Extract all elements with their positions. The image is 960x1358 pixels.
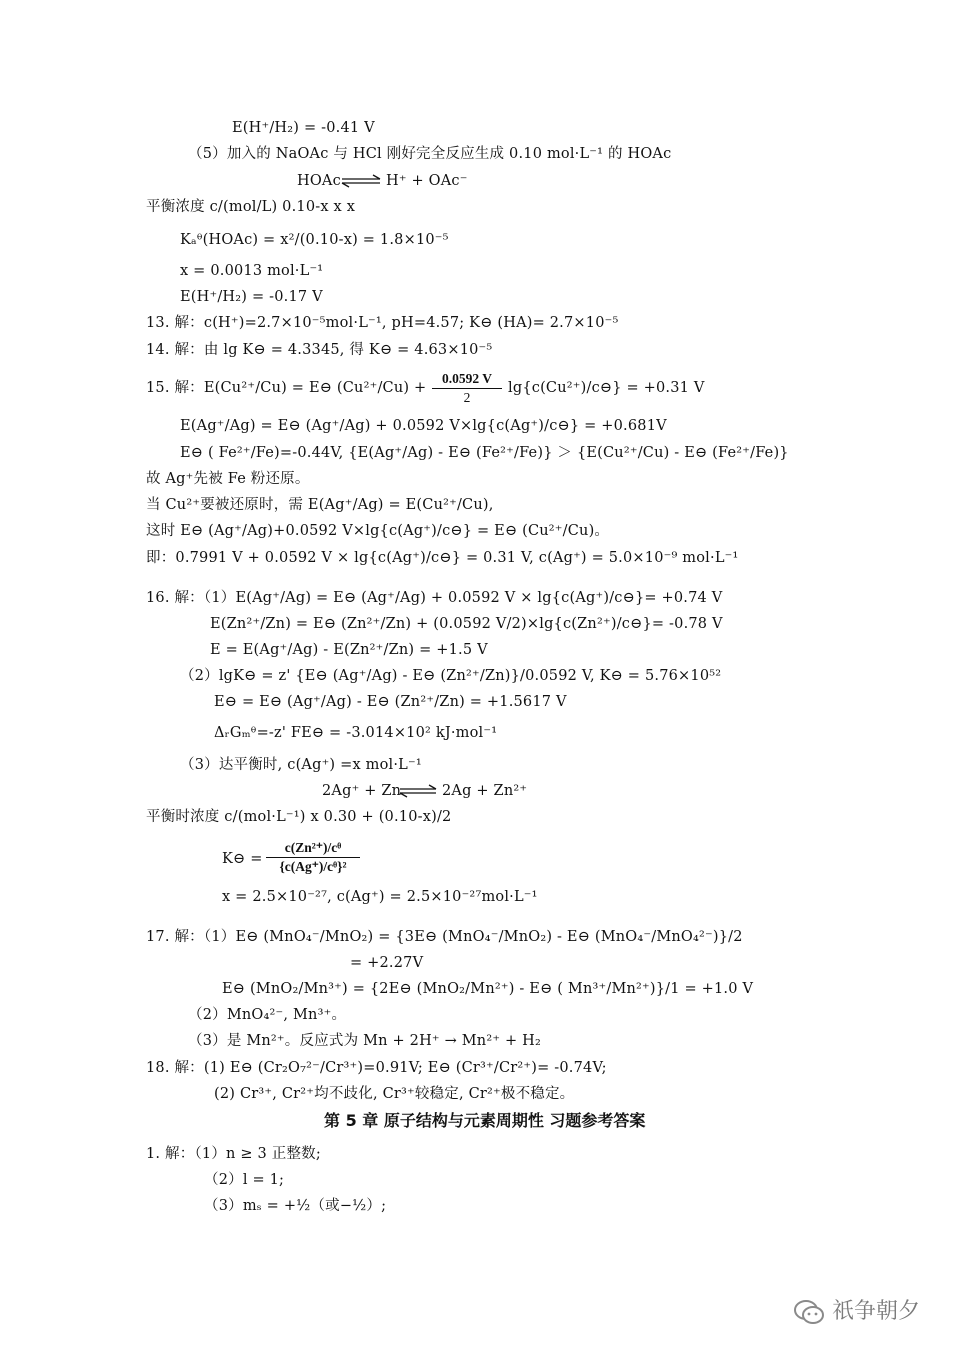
text-line: E = E(Ag⁺/Ag) - E(Zn²⁺/Zn) = +1.5 V: [210, 642, 488, 658]
equilibrium-constant-fraction: [266, 840, 360, 875]
equilibrium-arrow-icon: [340, 174, 382, 188]
text-line: K⊖ =: [222, 851, 263, 867]
text-line: ΔᵣGₘᶿ=-z' FE⊖ = -3.014×10² kJ·mol⁻¹: [214, 725, 498, 741]
text-line: 2Ag + Zn²⁺: [442, 783, 528, 799]
text-line: （3）达平衡时, c(Ag⁺) =x mol·L⁻¹: [180, 757, 422, 773]
text-line: H⁺ + OAc⁻: [386, 173, 468, 189]
text-line: E(H⁺/H₂) = -0.17 V: [180, 289, 323, 305]
text-line: E⊖ = E⊖ (Ag⁺/Ag) - E⊖ (Zn²⁺/Zn) = +1.5617 V: [214, 694, 567, 710]
text-line: x = 0.0013 mol·L⁻¹: [180, 263, 324, 279]
text-line: 15. 解：E(Cu²⁺/Cu) = E⊖ (Cu²⁺/Cu) +: [146, 380, 427, 396]
equilibrium-arrow-icon: [398, 784, 438, 798]
watermark-text: 祇争朝夕: [832, 1299, 921, 1324]
fraction-denominator: 2: [463, 390, 471, 405]
text-line: x = 2.5×10⁻²⁷, c(Ag⁺) = 2.5×10⁻²⁷mol·L⁻¹: [222, 889, 538, 905]
text-line: 2Ag⁺ + Zn: [322, 783, 402, 799]
text-line: 即：0.7991 V + 0.0592 V × lg{c(Ag⁺)/c⊖} = 0.31 V, c(Ag⁺) = 5.0×10⁻⁹ mol·L⁻¹: [146, 550, 739, 566]
text-line: （3）是 Mn²⁺。反应式为 Mn + 2H⁺ → Mn²⁺ + H₂: [188, 1033, 542, 1049]
text-line: （2）lgK⊖ = z' {E⊖ (Ag⁺/Ag) - E⊖ (Zn²⁺/Zn)}/0.0592 V, K⊖ = 5.76×10⁵²: [180, 668, 722, 684]
text-line: 1. 解：（1）n ≥ 3 正整数;: [146, 1146, 321, 1162]
text-line: E⊖ ( Fe²⁺/Fe)=-0.44V, {E(Ag⁺/Ag) - E⊖ (Fe²⁺/Fe)} ＞ {E(Cu²⁺/Cu) - E⊖ (Fe²⁺/Fe)}: [180, 445, 789, 461]
text-line: Kₐᶿ(HOAc) = x²/(0.10-x) = 1.8×10⁻⁵: [180, 232, 449, 248]
text-line: 故 Ag⁺先被 Fe 粉还原。: [146, 471, 310, 487]
fraction-denominator: {c(Ag⁺)/cᶿ}²: [279, 859, 347, 874]
text-line: 14. 解：由 lg K⊖ = 4.3345, 得 K⊖ = 4.63×10⁻⁵: [146, 342, 493, 358]
text-line: (2) Cr³⁺, Cr²⁺均不歧化, Cr³⁺较稳定, Cr²⁺极不稳定。: [214, 1086, 575, 1102]
text-line: E(Zn²⁺/Zn) = E⊖ (Zn²⁺/Zn) + (0.0592 V/2)×lg{c(Zn²⁺)/c⊖}= -0.78 V: [210, 616, 723, 632]
text-line: lg{c(Cu²⁺)/c⊖} = +0.31 V: [508, 380, 705, 396]
text-line: （5）加入的 NaOAc 与 HCl 刚好完全反应生成 0.10 mol·L⁻¹ 的 HOAc: [188, 146, 672, 162]
text-line: 平衡时浓度 c/(mol·L⁻¹) x 0.30 + (0.10-x)/2: [146, 809, 452, 825]
fraction-numerator: c(Zn²⁺)/cᶿ: [266, 840, 360, 858]
text-line: = +2.27V: [350, 955, 424, 971]
text-line: 18. 解：(1) E⊖ (Cr₂O₇²⁻/Cr³⁺)=0.91V; E⊖ (Cr³⁺/Cr²⁺)= -0.74V;: [146, 1060, 607, 1076]
text-line: E(H⁺/H₂) = -0.41 V: [232, 120, 375, 136]
fraction-numerator: 0.0592 V: [432, 371, 502, 389]
nernst-fraction: [432, 371, 502, 406]
text-line: （3）mₛ = +½（或−½）;: [204, 1198, 387, 1214]
chapter-title: 第 5 章 原子结构与元素周期性 习题参考答案: [324, 1111, 646, 1130]
text-line: HOAc: [297, 173, 341, 189]
text-line: 这时 E⊖ (Ag⁺/Ag)+0.0592 V×lg{c(Ag⁺)/c⊖} = E⊖ (Cu²⁺/Cu)。: [146, 523, 610, 539]
text-line: E⊖ (MnO₂/Mn³⁺) = {2E⊖ (MnO₂/Mn²⁺) - E⊖ ( Mn³⁺/Mn²⁺)}/1 = +1.0 V: [222, 981, 754, 997]
text-line: 17. 解：（1）E⊖ (MnO₄⁻/MnO₂) = {3E⊖ (MnO₄⁻/MnO₂) - E⊖ (MnO₄⁻/MnO₄²⁻)}/2: [146, 929, 743, 945]
text-line: E(Ag⁺/Ag) = E⊖ (Ag⁺/Ag) + 0.0592 V×lg{c(Ag⁺)/c⊖} = +0.681V: [180, 418, 667, 434]
text-line: （2）l = 1;: [204, 1172, 285, 1188]
text-line: 平衡浓度 c/(mol/L) 0.10-x x x: [146, 199, 356, 215]
text-line: 当 Cu²⁺要被还原时，需 E(Ag⁺/Ag) = E(Cu²⁺/Cu),: [146, 497, 494, 513]
text-line: （2）MnO₄²⁻, Mn³⁺。: [188, 1007, 347, 1023]
text-line: 16. 解：（1）E(Ag⁺/Ag) = E⊖ (Ag⁺/Ag) + 0.0592 V × lg{c(Ag⁺)/c⊖}= +0.74 V: [146, 590, 723, 606]
text-line: 13. 解：c(H⁺)=2.7×10⁻⁵mol·L⁻¹, pH=4.57; K⊖ (HA)= 2.7×10⁻⁵: [146, 315, 619, 331]
wechat-official-account-icon: [792, 1297, 826, 1327]
